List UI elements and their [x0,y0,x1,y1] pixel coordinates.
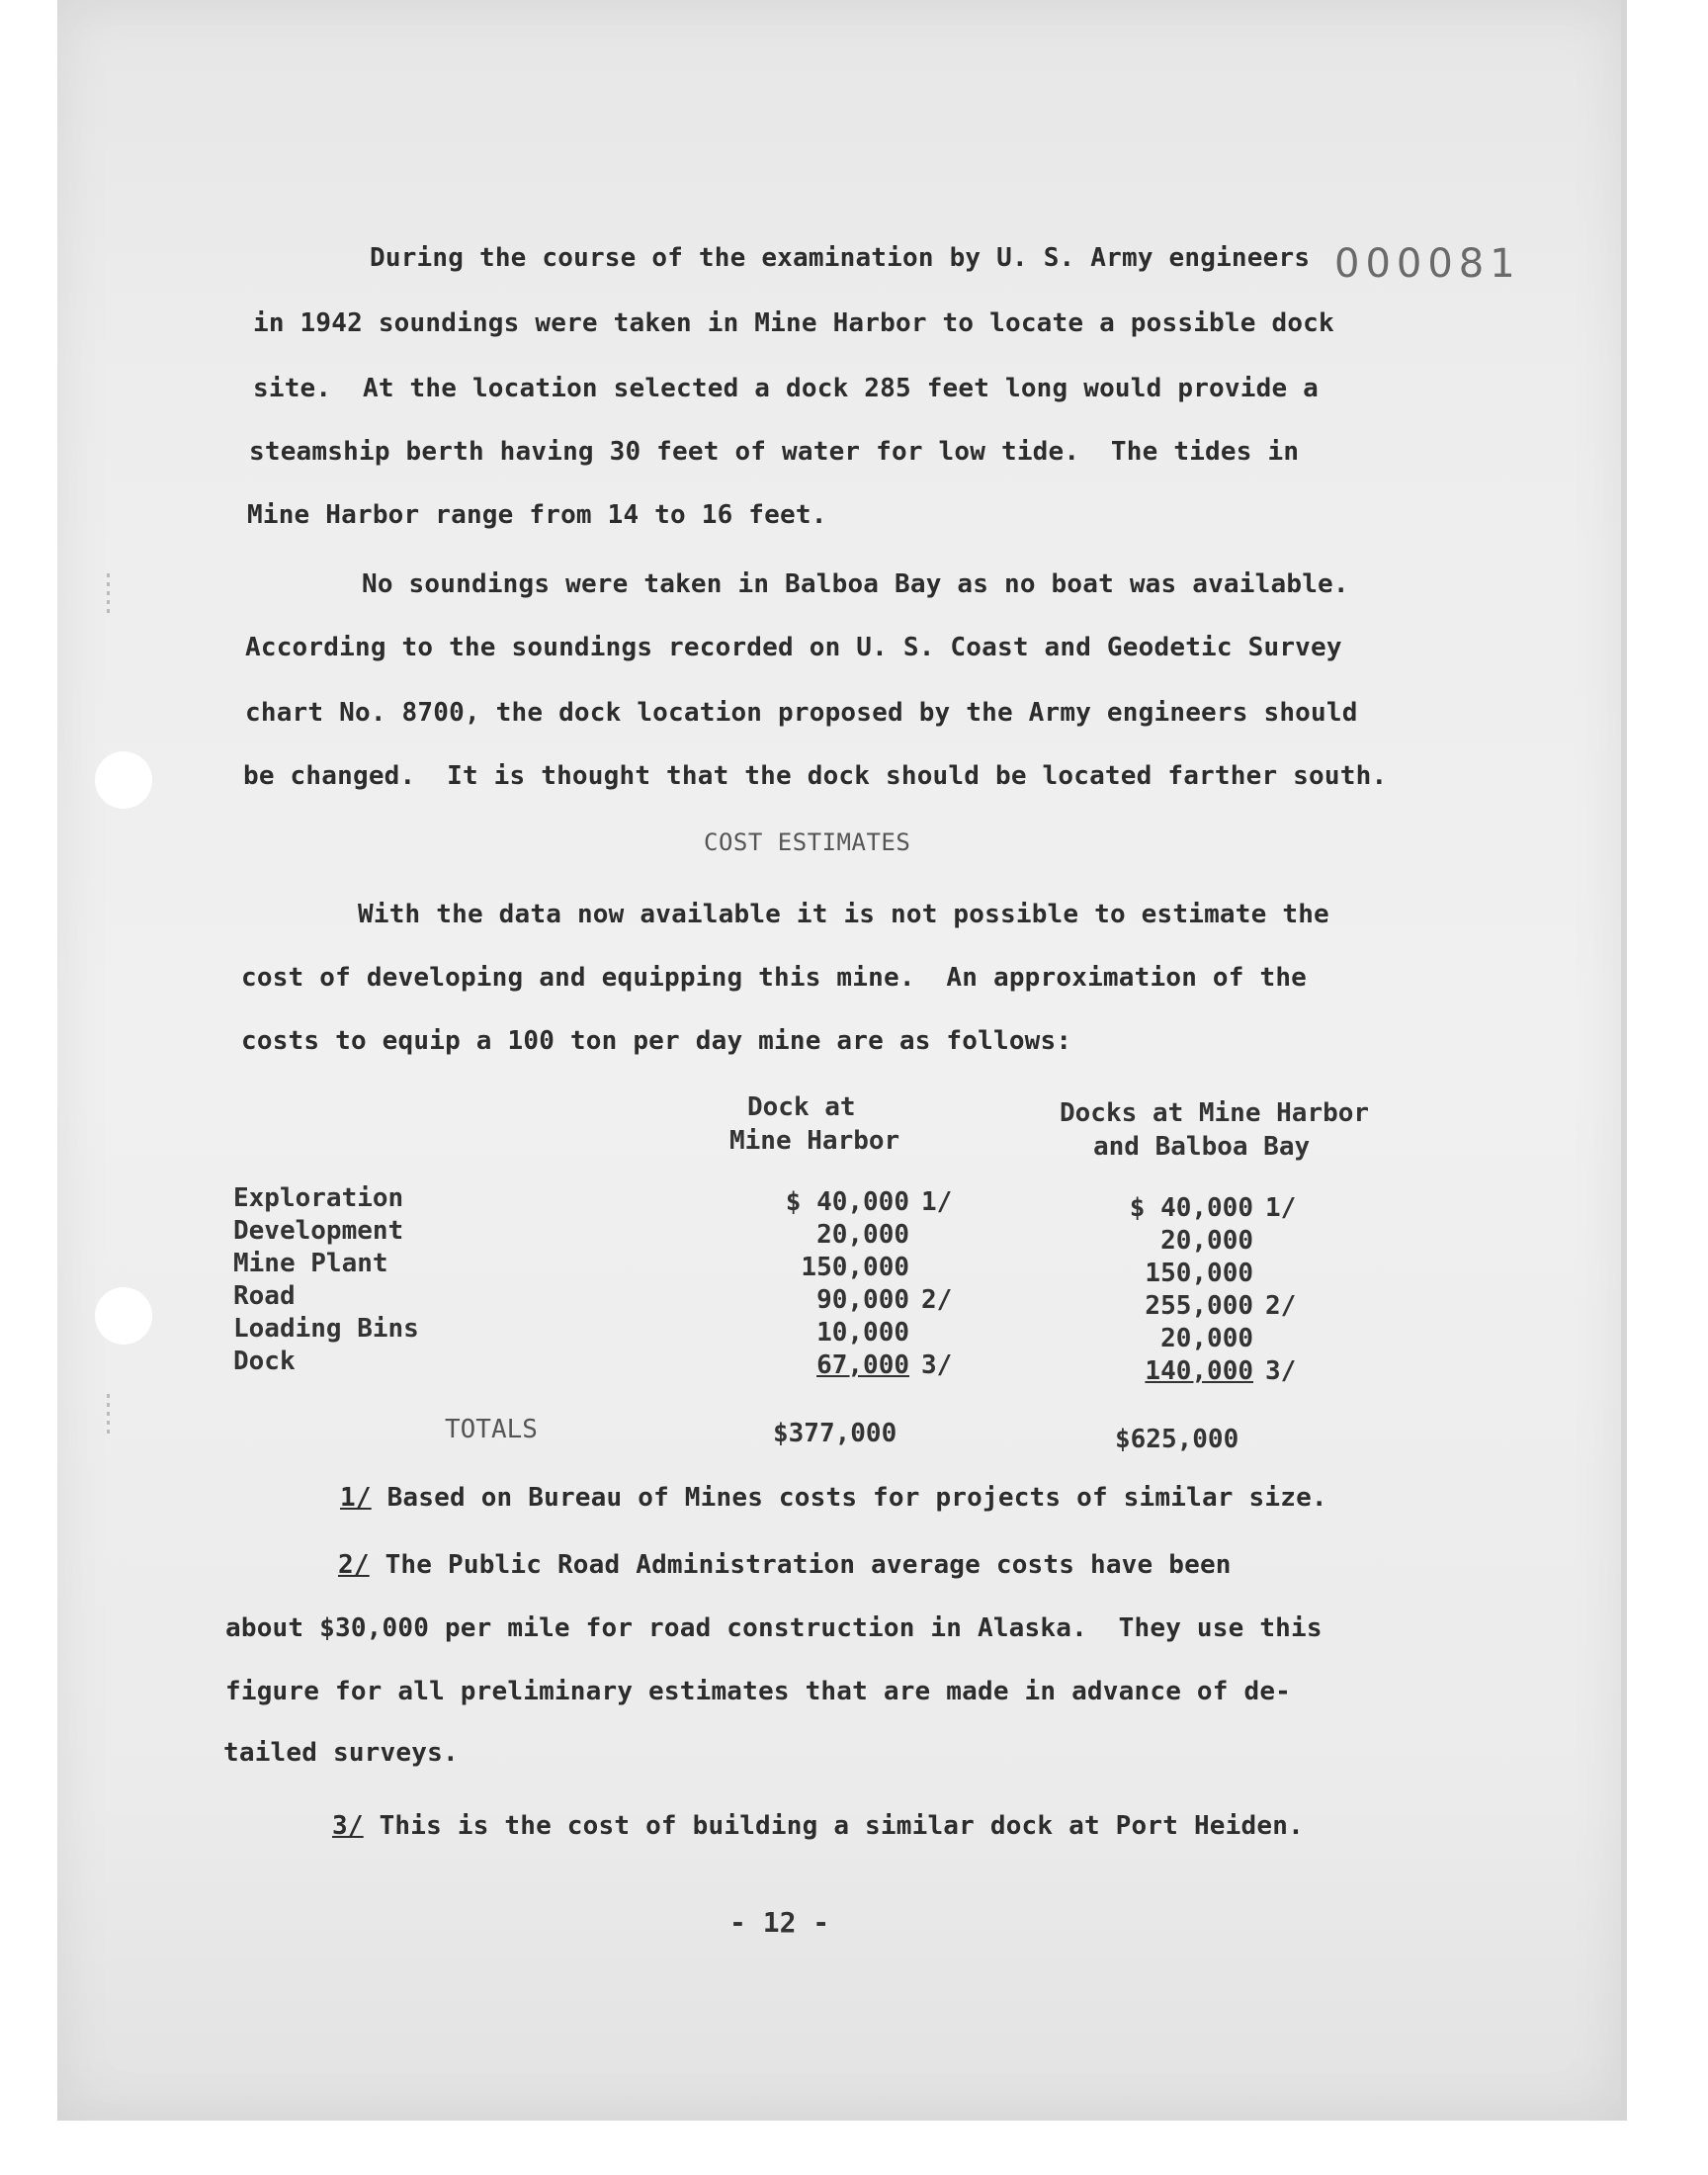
footnote-3 [332,1811,1304,1841]
paragraph-1-line: Mine Harbor range from 14 to 16 feet. [247,500,827,530]
table-cell-col2: 255,000 [1145,1291,1253,1321]
paragraph-2-line: chart No. 8700, the dock location proposed by the Army engineers should [245,698,1358,728]
table-cell-col2: 140,000 [1145,1356,1253,1386]
table-cell-col1: 20,000 [816,1220,909,1250]
footnote-2-line: about $30,000 per mile for road construction in Alaska. They use this [225,1613,1323,1643]
table-note-col1: 3/ [921,1350,953,1380]
paragraph-3-line: With the data now available it is not possible to estimate the [358,900,1329,929]
footnote-2 [338,1550,1232,1580]
table-cell-col1: $ 40,000 [785,1187,909,1217]
table-note-col2: 3/ [1265,1356,1297,1386]
table-note-col2: 1/ [1265,1193,1297,1223]
table-cell-col1: 90,000 [816,1285,909,1315]
table-cell-col1: 150,000 [801,1253,909,1282]
paragraph-2-line: According to the soundings recorded on U. S. Coast and Geodetic Survey [245,633,1342,662]
page-stamp: 000081 [1334,241,1521,287]
footnote-1-text: Based on Bureau of Mines costs for projects of similar size. [371,1483,1327,1513]
paragraph-2-line: be changed. It is thought that the dock should be located farther south. [243,761,1388,791]
paragraph-1-line: During the course of the examination by U. S. Army engineers [370,243,1311,273]
total-col2: $625,000 [1115,1425,1239,1454]
table-cell-col1: 67,000 [816,1350,909,1380]
table-row-label: Development [233,1216,404,1246]
table-header-col2: and Balboa Bay [1093,1132,1311,1162]
table-cell-col2: 20,000 [1160,1324,1253,1353]
table-cell-col2: 150,000 [1145,1259,1253,1288]
paragraph-3-line: cost of developing and equipping this mine. An approximation of the [241,963,1308,993]
footnote-3-text: This is the cost of building a similar dock at Port Heiden. [363,1811,1304,1841]
paragraph-1-line: steamship berth having 30 feet of water for low tide. The tides in [249,437,1300,467]
table-cell-col2: $ 40,000 [1129,1193,1253,1223]
footnote-2-line: figure for all preliminary estimates that are made in advance of de- [225,1677,1292,1706]
table-row-label: Dock [233,1347,296,1376]
punch-hole [95,1287,152,1345]
paragraph-1-line: site. At the location selected a dock 285 feet long would provide a [253,374,1320,403]
margin-mark [107,573,110,613]
footnote-2-line: The Public Road Administration average costs have been [369,1550,1232,1580]
table-row-label: Road [233,1281,296,1311]
table-row-label: Loading Bins [233,1314,419,1344]
section-heading: COST ESTIMATES [704,828,911,856]
punch-hole [95,751,152,809]
total-col1: $377,000 [773,1419,897,1448]
table-cell-col2: 20,000 [1160,1226,1253,1256]
table-note-col1: 1/ [921,1187,953,1217]
table-header-col1: Dock at [747,1092,856,1122]
table-note-col1: 2/ [921,1285,953,1315]
table-row-label: Mine Plant [233,1249,388,1278]
table-row-label: Exploration [233,1183,404,1213]
table-header-col1: Mine Harbor [729,1126,900,1156]
paragraph-2-line: No soundings were taken in Balboa Bay as no boat was available. [362,569,1349,599]
paragraph-1-line: in 1942 soundings were taken in Mine Harbor to locate a possible dock [253,308,1334,338]
paragraph-3-line: costs to equip a 100 ton per day mine are as follows: [241,1026,1072,1056]
footnote-1 [340,1483,1327,1513]
table-header-col2: Docks at Mine Harbor [1060,1098,1370,1128]
footnote-2-mark: 2/ [338,1550,370,1580]
footnote-3-mark: 3/ [332,1811,364,1841]
totals-label: TOTALS [445,1415,538,1444]
page-number: - 12 - [729,1906,830,1939]
margin-mark [107,1394,110,1434]
table-cell-col1: 10,000 [816,1318,909,1348]
footnote-2-line: tailed surveys. [223,1738,459,1768]
table-note-col2: 2/ [1265,1291,1297,1321]
footnote-1-mark: 1/ [340,1483,372,1513]
page-edge [1621,0,1627,2121]
